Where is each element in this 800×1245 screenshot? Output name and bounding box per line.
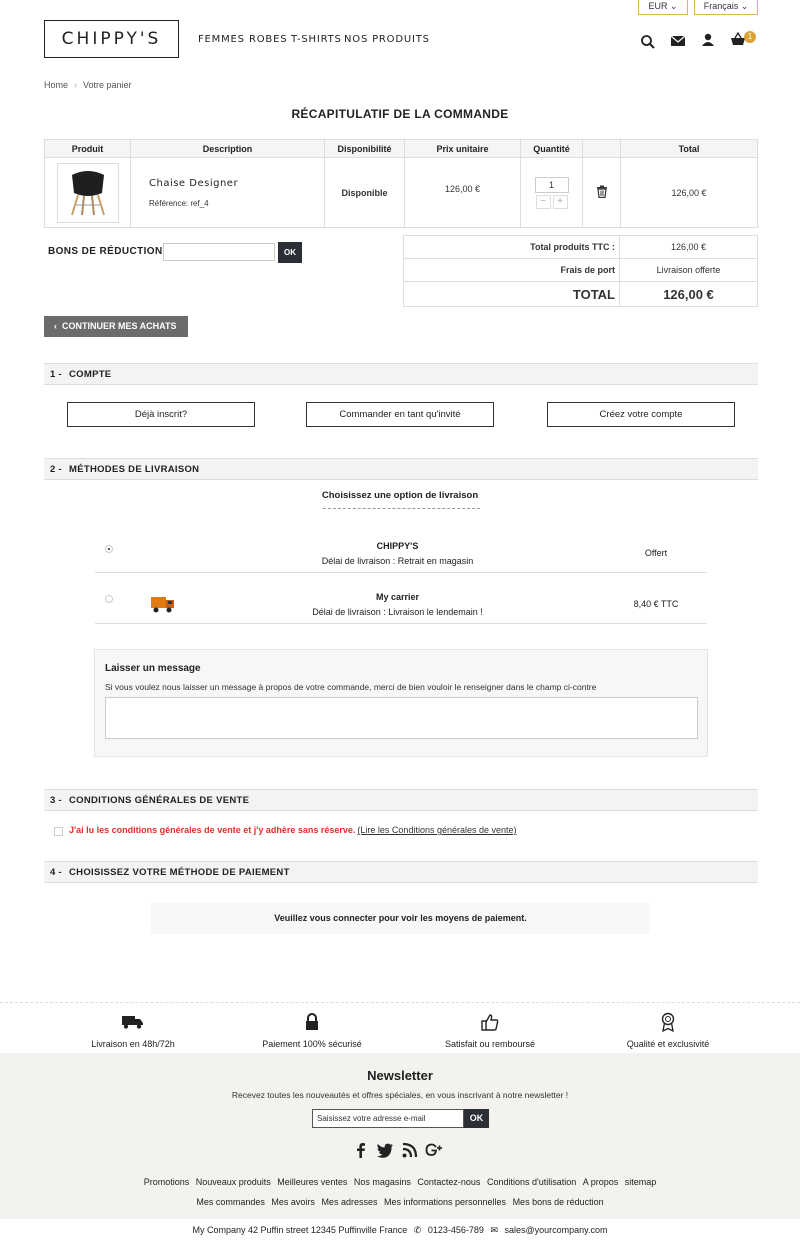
quantity-cell xyxy=(521,158,583,228)
chevron-left-icon: ‹ xyxy=(54,321,57,331)
lock-icon xyxy=(305,1013,319,1031)
product-description-cell xyxy=(131,158,325,228)
step-label: COMPTE xyxy=(69,369,112,380)
chevron-down-icon: ⌄ xyxy=(669,1,678,11)
currency-label: EUR xyxy=(648,1,668,11)
page-title: RÉCAPITULATIF DE LA COMMANDE xyxy=(291,107,509,121)
carrier-delay: Délai de livraison : Livraison le lendemain ! xyxy=(312,607,483,617)
nav-femmes[interactable]: FEMMES xyxy=(198,34,245,45)
payment-login-message: Veuillez vous connecter pour voir les moyens de paiement. xyxy=(151,903,650,934)
message-box xyxy=(94,649,708,757)
product-reference: Référence: ref_4 xyxy=(149,198,209,208)
step-label: CONDITIONS GÉNÉRALES DE VENTE xyxy=(69,795,250,806)
total-products-label: Total produits TTC : xyxy=(404,236,620,259)
footer-link[interactable]: Mes commandes xyxy=(196,1197,265,1207)
footer-link[interactable]: Mes informations personnelles xyxy=(383,1197,507,1207)
award-icon xyxy=(660,1012,676,1032)
product-name[interactable]: Chaise Designer xyxy=(149,177,239,189)
feature-payment xyxy=(212,1012,412,1049)
product-image-cell xyxy=(45,158,131,228)
footer-account-links-row xyxy=(0,1197,800,1207)
col-header-quantite: Quantité xyxy=(521,140,583,158)
footer xyxy=(0,1053,800,1219)
footer-link[interactable]: A propos xyxy=(582,1177,619,1187)
search-icon[interactable] xyxy=(640,34,656,50)
shipping-label: Frais de port xyxy=(404,259,620,282)
user-icon[interactable] xyxy=(700,32,716,48)
footer-links-row xyxy=(0,1177,800,1187)
feature-label: Qualité et exclusivité xyxy=(626,1039,710,1049)
carrier-truck-icon xyxy=(151,593,175,614)
grand-total-value: 126,00 € xyxy=(620,282,758,307)
trash-icon[interactable] xyxy=(596,185,608,198)
quantity-input[interactable]: 1 xyxy=(535,177,569,193)
breadcrumb-separator: › xyxy=(74,80,78,90)
col-header-prix: Prix unitaire xyxy=(405,140,521,158)
shipping-value: Livraison offerte xyxy=(620,259,758,282)
cgv-checkbox[interactable] xyxy=(54,827,63,836)
carrier-option[interactable] xyxy=(95,573,707,624)
total-products-value: 126,00 € xyxy=(620,236,758,259)
carrier-price: 8,40 € TTC xyxy=(633,599,679,609)
create-account-button[interactable]: Créez votre compte xyxy=(547,402,735,427)
step-label: CHOISISSEZ VOTRE MÉTHODE DE PAIEMENT xyxy=(69,867,290,878)
product-total: 126,00 € xyxy=(621,158,758,228)
carrier-delay: Délai de livraison : Retrait en magasin xyxy=(321,556,474,566)
carrier-radio[interactable] xyxy=(105,545,113,553)
footer-link[interactable]: Nos magasins xyxy=(353,1177,411,1187)
step-number: 3 - xyxy=(50,795,62,806)
footer-link[interactable]: Mes adresses xyxy=(321,1197,378,1207)
product-unit-price: 126,00 € xyxy=(405,158,521,228)
delete-cell xyxy=(583,158,621,228)
step-number: 4 - xyxy=(50,867,62,878)
carrier-name: My carrier xyxy=(375,592,420,602)
carrier-option[interactable] xyxy=(95,530,707,573)
message-textarea[interactable] xyxy=(105,697,698,739)
quantity-increase-button[interactable]: + xyxy=(553,195,568,209)
step-label: MÉTHODES DE LIVRAISON xyxy=(69,464,200,475)
contact-bar xyxy=(0,1219,800,1245)
continue-shopping-label: CONTINUER MES ACHATS xyxy=(62,321,177,331)
breadcrumb-home[interactable]: Home xyxy=(44,80,69,90)
product-availability: Disponible xyxy=(325,158,405,228)
google-plus-icon[interactable] xyxy=(425,1141,443,1159)
envelope-icon: ✉ xyxy=(490,1225,498,1235)
cart-header-row xyxy=(45,140,758,158)
twitter-icon[interactable] xyxy=(376,1141,394,1159)
newsletter-title: Newsletter xyxy=(367,1068,433,1083)
newsletter-description: Recevez toutes les nouveautés et offres spéciales, en vous inscrivant à notre newsletter ! xyxy=(231,1090,569,1100)
step-number: 1 - xyxy=(50,369,62,380)
thumbs-up-icon xyxy=(481,1013,499,1031)
col-header-actions xyxy=(583,140,621,158)
cgv-link[interactable]: (Lire les Conditions générales de vente) xyxy=(357,825,517,835)
totals-table xyxy=(403,235,758,307)
feature-label: Livraison en 48h/72h xyxy=(91,1039,175,1049)
newsletter-ok-button[interactable]: OK xyxy=(464,1109,489,1128)
breadcrumb-current: Votre panier xyxy=(83,80,132,90)
voucher-input[interactable] xyxy=(163,243,275,261)
site-logo[interactable]: CHIPPY'S xyxy=(44,20,179,58)
col-header-produit: Produit xyxy=(45,140,131,158)
col-header-description: Description xyxy=(131,140,325,158)
continue-shopping-button[interactable] xyxy=(44,316,188,337)
company-email[interactable]: sales@yourcompany.com xyxy=(504,1225,608,1235)
delivery-choose-label: Choisissez une option de livraison xyxy=(321,490,479,501)
truck-icon xyxy=(122,1015,144,1029)
product-image[interactable] xyxy=(57,163,119,223)
chevron-down-icon: ⌄ xyxy=(740,1,749,11)
step-number: 2 - xyxy=(50,464,62,475)
feature-label: Satisfait ou remboursé xyxy=(444,1039,536,1049)
company-address: My Company 42 Puffin street 12345 Puffinville France xyxy=(192,1225,408,1235)
footer-link[interactable]: sitemap xyxy=(624,1177,657,1187)
phone-icon: ✆ xyxy=(413,1225,422,1235)
feature-quality xyxy=(568,1012,768,1049)
voucher-ok-button[interactable]: OK xyxy=(278,242,302,263)
company-phone: 0123-456-789 xyxy=(427,1225,484,1235)
cgv-text xyxy=(69,825,517,835)
footer-link[interactable]: Promotions xyxy=(143,1177,190,1187)
mail-icon[interactable] xyxy=(670,33,686,49)
nav-tshirts[interactable]: T-SHIRTS xyxy=(291,34,342,45)
voucher-label: BONS DE RÉDUCTION xyxy=(48,246,163,257)
step-compte[interactable] xyxy=(44,363,758,385)
cgv-label: J'ai lu les conditions générales de vente et j'y adhère sans réserve. xyxy=(69,825,356,835)
cart-count-badge: 1 xyxy=(744,31,756,43)
divider xyxy=(0,1002,800,1003)
feature-label: Paiement 100% sécurisé xyxy=(262,1039,362,1049)
footer-link[interactable]: Mes avoirs xyxy=(271,1197,315,1207)
rss-icon[interactable] xyxy=(401,1141,419,1159)
language-label: Français xyxy=(703,1,739,11)
feature-satisfaction xyxy=(390,1012,590,1049)
grand-total-label: TOTAL xyxy=(404,282,620,307)
step-paiement[interactable] xyxy=(44,861,758,883)
footer-link[interactable]: Nouveaux produits xyxy=(195,1177,271,1187)
newsletter-email-input[interactable]: Saisissez votre adresse e-mail xyxy=(312,1109,464,1128)
nav-robes[interactable]: ROBES xyxy=(249,34,288,45)
breadcrumb xyxy=(44,80,132,90)
currency-selector[interactable] xyxy=(638,0,688,15)
footer-link[interactable]: Meilleures ventes xyxy=(277,1177,348,1187)
footer-link[interactable]: Conditions d'utilisation xyxy=(486,1177,577,1187)
message-description: Si vous voulez nous laisser un message à propos de votre commande, merci de bien vouloir le renseigner dans le champ ci-contre xyxy=(105,682,597,692)
step-livraison[interactable] xyxy=(44,458,758,480)
cart-item-row xyxy=(45,158,758,228)
footer-link[interactable]: Mes bons de réduction xyxy=(512,1197,604,1207)
divider xyxy=(323,508,480,509)
carrier-radio[interactable] xyxy=(105,595,113,603)
quantity-decrease-button[interactable]: − xyxy=(536,195,551,209)
message-title: Laisser un message xyxy=(105,663,201,674)
language-selector[interactable] xyxy=(694,0,758,15)
col-header-disponibilite: Disponibilité xyxy=(325,140,405,158)
carrier-name: CHIPPY'S xyxy=(376,541,419,551)
facebook-icon[interactable] xyxy=(352,1141,370,1159)
step-cgv[interactable] xyxy=(44,789,758,811)
chair-image xyxy=(66,169,110,217)
footer-link[interactable]: Contactez-nous xyxy=(417,1177,481,1187)
nav-nos-produits[interactable]: NOS PRODUITS xyxy=(344,34,430,45)
guest-checkout-button[interactable]: Commander en tant qu'invité xyxy=(306,402,494,427)
feature-delivery xyxy=(33,1012,233,1049)
carrier-price: Offert xyxy=(644,548,668,558)
cart-table xyxy=(44,139,758,228)
already-registered-button[interactable]: Déjà inscrit? xyxy=(67,402,255,427)
col-header-total: Total xyxy=(621,140,758,158)
